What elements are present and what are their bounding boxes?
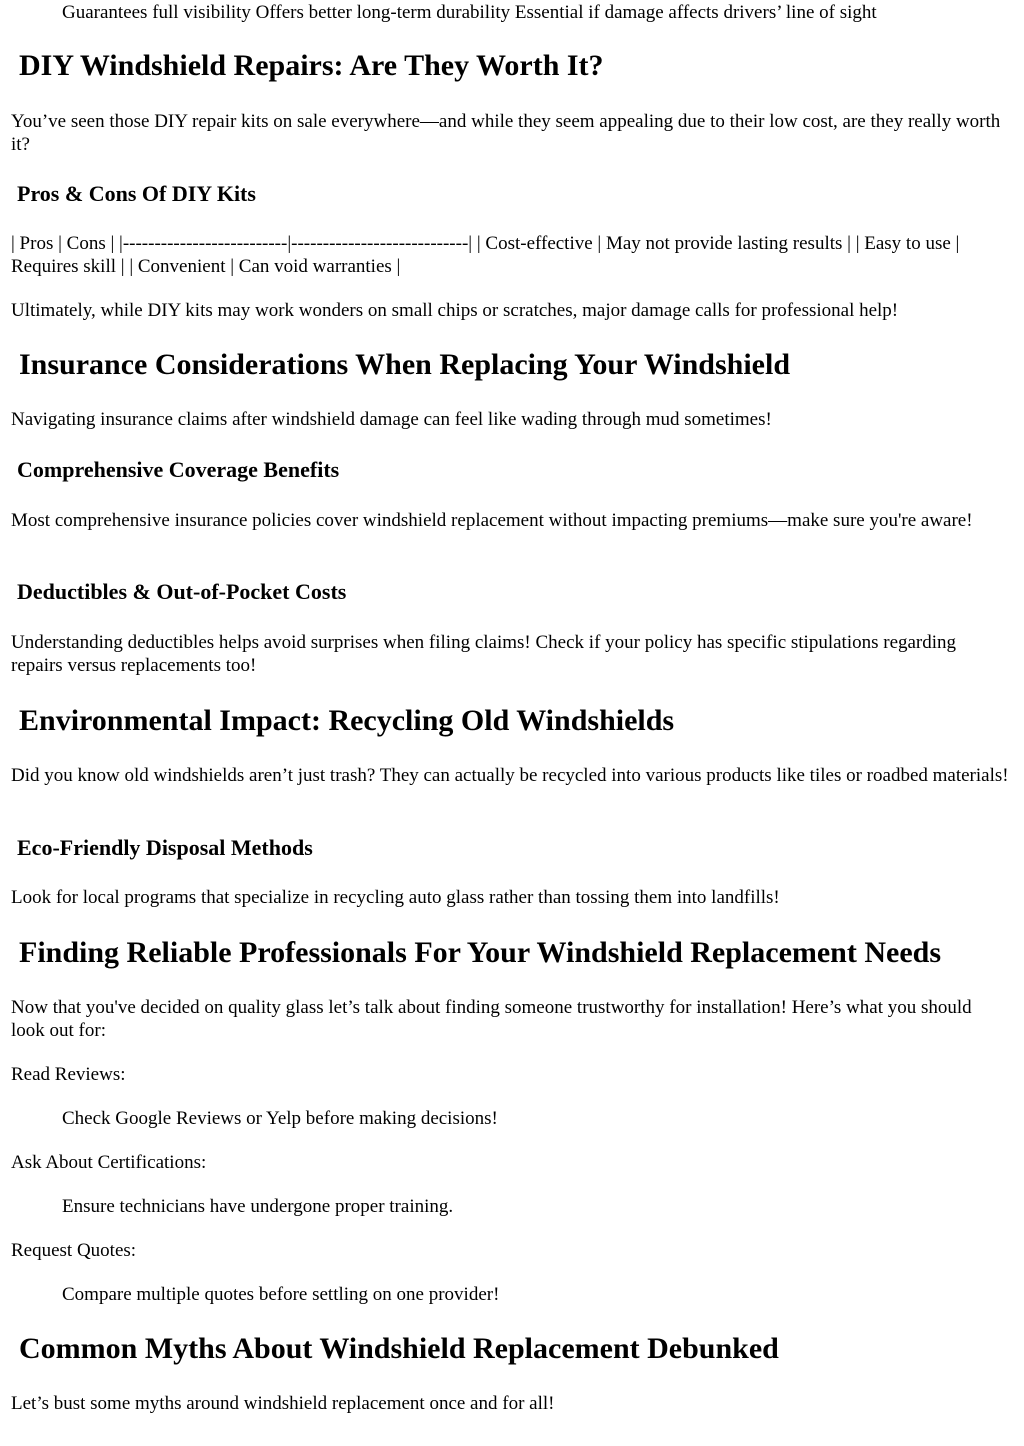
diy-conclusion: Ultimately, while DIY kits may work wonders on small chips or scratches, major damage calls for professional help! <box>11 300 899 321</box>
insurance-intro: Navigating insurance claims after windshield damage can feel like wading through mud sometimes! <box>11 409 772 430</box>
coverage-heading: Comprehensive Coverage Benefits <box>17 457 340 482</box>
tip-term-quotes: Request Quotes: <box>11 1240 137 1261</box>
tip-term-certifications: Ask About Certifications: <box>11 1152 207 1173</box>
deductibles-text: Understanding deductibles helps avoid surprises when filing claims! Check if your policy has specific stipulations regarding repairs versus replacements too! <box>11 632 957 676</box>
tip-detail-quotes: Compare multiple quotes before settling on one provider! <box>62 1284 500 1305</box>
tip-detail-reviews: Check Google Reviews or Yelp before making decisions! <box>62 1108 498 1129</box>
environment-intro: Did you know old windshields aren’t just trash? They can actually be recycled into various products like tiles or roadbed materials! <box>11 765 1009 786</box>
diy-heading: DIY Windshield Repairs: Are They Worth It? <box>19 49 604 82</box>
myths-heading: Common Myths About Windshield Replacement Debunked <box>19 1332 779 1365</box>
disposal-text: Look for local programs that specialize in recycling auto glass rather than tossing them into landfills! <box>11 887 780 908</box>
tip-detail-certifications: Ensure technicians have undergone proper training. <box>62 1196 454 1217</box>
diy-intro: You’ve seen those DIY repair kits on sale everywhere—and while they seem appealing due to their low cost, are they really worth it? <box>11 111 1001 155</box>
disposal-heading: Eco-Friendly Disposal Methods <box>17 835 313 860</box>
coverage-text: Most comprehensive insurance policies cover windshield replacement without impacting premiums—make sure you're aware! <box>11 510 973 531</box>
insurance-heading: Insurance Considerations When Replacing Your Windshield <box>19 348 791 381</box>
professionals-intro: Now that you've decided on quality glass let’s talk about finding someone trustworthy for installation! Here’s what you should look out for: <box>11 997 972 1041</box>
pros-cons-table-text: | Pros | Cons | |--------------------------|----------------------------| | Cost-effective | May not provide lasting results | | Easy to use | Requires skill | | Convenient | Can void warranties | <box>11 233 960 277</box>
professionals-heading: Finding Reliable Professionals For Your Windshield Replacement Needs <box>19 936 942 969</box>
environment-heading: Environmental Impact: Recycling Old Windshields <box>19 704 675 737</box>
pros-cons-heading: Pros & Cons Of DIY Kits <box>17 181 256 206</box>
top-line-text: Guarantees full visibility Offers better long-term durability Essential if damage affects drivers’ line of sight <box>62 2 877 23</box>
deductibles-heading: Deductibles & Out-of-Pocket Costs <box>17 579 347 604</box>
myths-intro: Let’s bust some myths around windshield replacement once and for all! <box>11 1393 555 1414</box>
tip-term-reviews: Read Reviews: <box>11 1064 126 1085</box>
